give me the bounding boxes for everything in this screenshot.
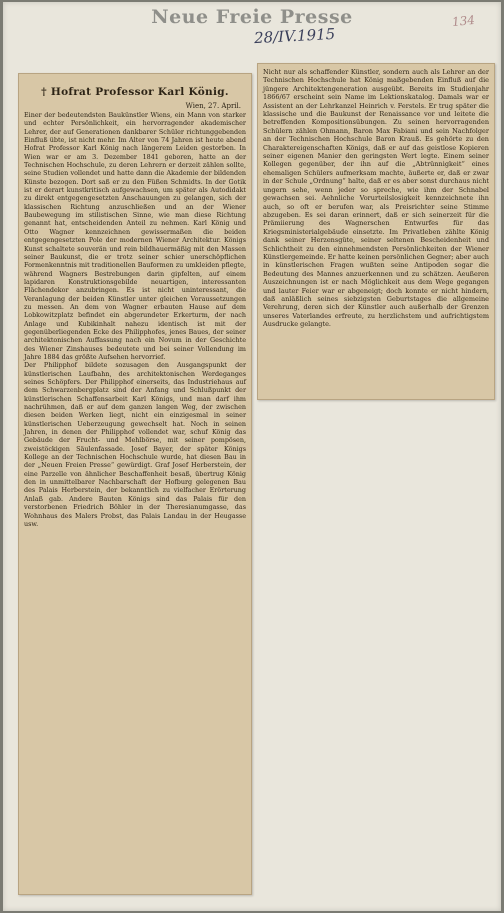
handwritten-archive-number: 134 bbox=[451, 12, 476, 30]
article-headline: † Hofrat Professor Karl König. bbox=[41, 86, 229, 98]
handwritten-date: 28/IV.1915 bbox=[253, 24, 336, 48]
article-dateline: Wien, 27. April. bbox=[185, 102, 241, 110]
right-clipping bbox=[257, 63, 495, 400]
article-body-right: Nicht nur als schaffender Künstler, sondern auch als Lehrer an der Technischen Hochschule hat König maßgebenden Einfluß auf die jüngere Architektengeneration ausgeübt. Bereits im Studienjahr 1866/67 erscheint sein Name im Lektionskatalog. Damals war er Assistent an der Lehrkanzel Heinrich v. Ferstels. Er trug später die klassische und die Baukunst der Renaissance vor und leitete die betreffenden Kompositionsübungen. Zu seinen hervorragenden Schülern zählen Ohmann, Baron Max Fabiani und sein Nachfolger an der Technischen Hochschule Baron Krauß. Es gehörte zu den Charaktereigenschaften Königs, daß er auf das geistlose Kopieren seiner eigenen Manier den geringsten Wert legte. Einem seiner Kollegen gegenüber, der ihn auf die „Abtrünnigkeit“ eines ehemaligen Schülers aufmerksam machte, äußerte er, daß er zwar in der Schule „Ordnung“ halte, daß er es aber sonst durchaus nicht ungern sehe, wenn jeder so spreche, wie ihm der Schnabel gewachsen sei. Aehnliche Vorurteilslosigkeit kennzeichnete ihn auch, so oft er berufen war, als Preisrichter seine Stimme abzugeben. Es sei daran erinnert, daß er sich seinerzeit für die Prämiierung des Wagnerschen Entwurfes für das Kriegsministerialgebäude einsetzte. Im Privatleben zählte König dank seiner Herzensgüte, seiner seltenen Bescheidenheit und Schlichtheit zu den einnehmendsten Persönlichkeiten der Wiener Künstlergemeinde. Er hatte keinen persönlichen Gegner; aber auch in künstlerischen Fragen wußten seine Antipoden sogar die Bedeutung des Mannes anzuerkennen und zu schätzen. Aeußeren Auszeichnungen ist er nach Möglichkeit aus dem Wege gegangen und lauter Feier war er abgeneigt; doch konnte er nicht hindern, daß anläßlich seines siebzigsten Geburtstages die allgemeine Verehrung, deren sich der Künstler auch außerhalb der Grenzen unseres Vaterlandes erfreute, zu herzlichstem und aufrichtigstem Ausdrucke gelangte. bbox=[263, 68, 489, 329]
article-body-left: Einer der bedeutendsten Baukünstler Wiens, ein Mann von starker und echter Persönlichkeit, ein hervorragender akademischer Lehrer, der auf Generationen dankbarer Schüler richtunggebenden Einfluß übte, ist nicht mehr. Im Alter von 74 Jahren ist heute abend Hofrat Professor Karl König nach längerem Leiden gestorben. In Wien war er am 3. Dezember 1841 geboren, hatte an der Technischen Hochschule, zu deren Lehrern er derzeit zählen sollte, seine Studien vollendet und hatte dann die Akademie der bildenden Künste bezogen. Dort saß er zu den Füßen Schmidts. In der Gotik ist er derart kunstkritisch aufgewachsen, um später als Autodidakt zu direkt entgegengesetzten Anschauungen zu gelangen, sich der klassischen Richtung anzuschließen und an der Wiener Baubewegung im stilistischen Sinne, wie man diese Richtung genannt hat, entscheidenden Anteil zu nehmen. Karl König und Otto Wagner kennzeichnen gewissermaßen die beiden entgegengesetzten Pole der modernen Wiener Architektur. Königs Kunst schaltete souverän und rein bildhauermäßig mit den Massen seiner Baukunst, die er trotz seiner schier unerschöpflichen Formenkenntnis mit traditionellen Bauformen zu umkleiden pflegte, während Wagners Bestrebungen darin gipfelten, auf einem lapidaren Konstruktionsgebilde neuartigen, interessanten Flächendekor anzubringen. Es ist nicht uninteressant, die Veranlagung der beiden Künstler unter gleichen Voraussetzungen zu messen. An dem von Wagner erbauten Hause auf dem Lobkowitzplatz befindet ein abgerundeter Erkerturm, der nach Anlage und Kubikinhalt nahezu identisch ist mit der gegenüberliegenden Ecke des Philipphofes, jenes Baues, der seiner architektonischen Auffassung nach ein Novum in der Geschichte des Wiener Zinshauses bedeutete und bei seiner Vollendung im Jahre 1884 das größte Aufsehen hervorrief. Der Philipphof bildete sozusagen den Ausgangspunkt der künstlerischen Laufbahn, des architektonischen Werdeganges seines Schöpfers. Der Philipphof einerseits, das Industriehaus auf dem Schwarzenbergplatz sind der Anfang und Schlußpunkt der künstlerischen Schaffensarbeit Karl Königs, und man darf ihm nachrühmen, daß er auf dem ganzen langen Weg, der zwischen diesen beiden Werken liegt, nicht ein einzigesmal in seiner künstlerischen Ueberzeugung gewechselt hat. Noch in seinen Jahren, in denen der Philipphof vollendet war, schuf König das Gebäude der Frucht- und Mehlbörse, mit seiner pompösen, zweistöckigen Säulenfassade. Josef Bayer, der später Königs Kollege an der Technischen Hochschule wurde, hat diesen Bau in der „Neuen Freien Presse“ gewürdigt. Graf Josef Herberstein, der eine Parzelle von ähnlicher Beschaffenheit besaß, übertrug König den in unmittelbarer Nachbarschaft der Hofburg gelegenen Bau des Palais Herberstein, der bekanntlich zu vielfacher Erörterung Anlaß gab. Andere Bauten Königs sind das Palais für den verstorbenen Friedrich Böhler in der Theresianumgasse, das Wohnhaus des Malers Probst, das Palais Landau in der Heugasse usw. bbox=[24, 111, 246, 528]
newspaper-masthead: Neue Freie Presse bbox=[151, 6, 353, 28]
left-clipping bbox=[18, 73, 252, 895]
